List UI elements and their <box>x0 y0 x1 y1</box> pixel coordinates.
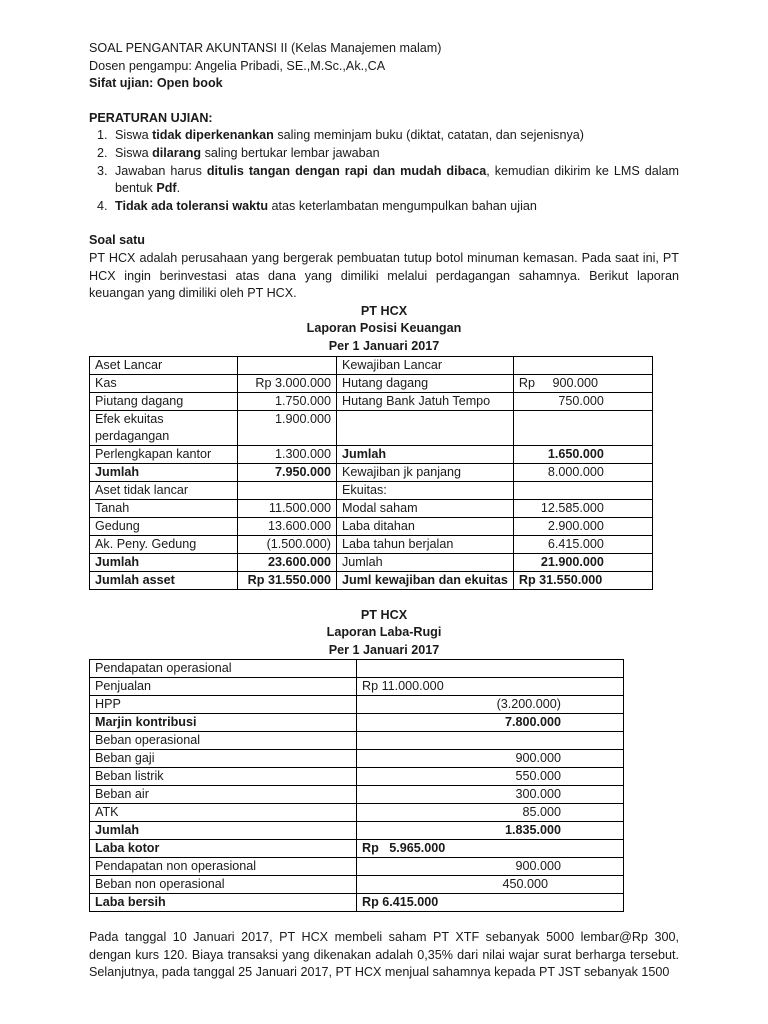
table-cell <box>513 356 652 374</box>
table-row <box>90 356 653 374</box>
table-cell: Rp 31.550.000 <box>513 571 652 589</box>
table-cell: Kas <box>90 374 238 392</box>
table-cell: Gedung <box>90 517 238 535</box>
table-cell: 1.650.000 <box>513 445 652 463</box>
table-cell: Laba ditahan <box>337 517 514 535</box>
table-row <box>90 840 624 858</box>
rule-text: Siswa <box>115 128 153 143</box>
rule-emphasis: Pdf <box>156 181 177 196</box>
question-heading: Soal satu <box>89 233 145 248</box>
table-cell <box>337 410 514 445</box>
rule-text: , kemudian dikirim ke LMS dalam bentuk <box>115 163 680 196</box>
table-cell: 900.000 <box>357 858 624 876</box>
rule-item <box>111 127 679 145</box>
table-cell: 1.750.000 <box>238 392 337 410</box>
table-cell: Kewajiban Lancar <box>337 356 514 374</box>
table-cell: 7.950.000 <box>238 463 337 481</box>
table-row <box>90 732 624 750</box>
table-cell: Ekuitas: <box>337 481 514 499</box>
table-cell: Jumlah <box>337 553 514 571</box>
rule-text: saling meminjam buku (diktat, catatan, dan sejenisnya) <box>273 128 584 143</box>
table-cell: 11.500.000 <box>238 499 337 517</box>
table-row <box>90 535 653 553</box>
table-cell: Aset Lancar <box>90 356 238 374</box>
table-cell: Marjin kontribusi <box>90 714 357 732</box>
table-cell <box>238 481 337 499</box>
balance-sheet-company: PT HCX <box>360 303 408 318</box>
table-row <box>90 517 653 535</box>
rule-emphasis: Tidak ada toleransi waktu <box>115 198 269 213</box>
table-cell: 13.600.000 <box>238 517 337 535</box>
table-row <box>90 410 653 445</box>
table-cell: 21.900.000 <box>513 553 652 571</box>
table-cell: Pendapatan non operasional <box>90 858 357 876</box>
table-cell: Ak. Peny. Gedung <box>90 535 238 553</box>
balance-sheet-date: Per 1 Januari 2017 <box>328 338 440 353</box>
table-cell: Laba bersih <box>90 894 357 912</box>
table-cell: 85.000 <box>357 804 624 822</box>
table-cell: HPP <box>90 696 357 714</box>
table-row <box>90 858 624 876</box>
table-cell <box>513 481 652 499</box>
rule-text: . <box>176 181 181 196</box>
table-cell: 900.000 <box>357 750 624 768</box>
table-cell: 1.300.000 <box>238 445 337 463</box>
rule-item <box>111 163 679 198</box>
table-cell <box>357 732 624 750</box>
table-cell: Penjualan <box>90 678 357 696</box>
table-cell: Juml kewajiban dan ekuitas <box>337 571 514 589</box>
table-cell: 23.600.000 <box>238 553 337 571</box>
rule-item <box>111 198 679 216</box>
table-cell: Tanah <box>90 499 238 517</box>
table-row <box>90 696 624 714</box>
table-cell: ATK <box>90 804 357 822</box>
exam-title: SOAL PENGANTAR AKUNTANSI II (Kelas Manajemen malam) <box>89 41 442 55</box>
table-cell <box>238 356 337 374</box>
table-cell: 1.900.000 <box>238 410 337 445</box>
table-row <box>90 660 624 678</box>
table-cell: Pendapatan operasional <box>90 660 357 678</box>
closing-paragraph: Pada tanggal 10 Januari 2017, PT HCX membeli saham PT XTF sebanyak 5000 lembar@Rp 300, dengan kurs 120. Biaya transaksi yang dikenakan adalah 0,35% dari nilai wajar surat berharga tersebut. Selanjutnya, pada tanggal 25 Januari 2017, PT HCX menjual sahamnya kepada PT JST sebanyak 1500 <box>89 930 679 980</box>
exam-document <box>89 40 679 982</box>
question-intro: PT HCX adalah perusahaan yang bergerak pembuatan tutup botol minuman kemasan. Pada saat ini, PT HCX ingin berinvestasi atas dana yang dimiliki melalui perdagangan sahamnya. Berikut laporan keuangan yang dimiliki oleh PT HCX. <box>89 250 679 301</box>
table-cell: Beban operasional <box>90 732 357 750</box>
table-row <box>90 876 624 894</box>
lecturer-line: Dosen pengampu: Angelia Pribadi, SE.,M.Sc.,Ak.,CA <box>89 58 386 73</box>
table-row <box>90 714 624 732</box>
table-row <box>90 463 653 481</box>
table-row <box>90 392 653 410</box>
table-cell: Jumlah <box>90 553 238 571</box>
table-row <box>90 750 624 768</box>
table-cell: 6.415.000 <box>513 535 652 553</box>
table-cell: Perlengkapan kantor <box>90 445 238 463</box>
table-cell: Kewajiban jk panjang <box>337 463 514 481</box>
table-row <box>90 804 624 822</box>
table-cell <box>513 410 652 445</box>
income-statement-title: Laporan Laba-Rugi <box>326 625 442 640</box>
rule-text: Siswa <box>115 145 153 160</box>
table-cell: 12.585.000 <box>513 499 652 517</box>
income-statement-date: Per 1 Januari 2017 <box>328 642 440 657</box>
table-row <box>90 768 624 786</box>
table-cell: Laba kotor <box>90 840 357 858</box>
table-row <box>90 499 653 517</box>
rule-emphasis: dilarang <box>152 145 202 160</box>
table-cell: Aset tidak lancar <box>90 481 238 499</box>
table-row <box>90 678 624 696</box>
table-row <box>90 374 653 392</box>
table-cell: Modal saham <box>337 499 514 517</box>
table-cell: 450.000 <box>357 876 624 894</box>
rule-text: Jawaban harus <box>115 163 207 178</box>
table-cell: 7.800.000 <box>357 714 624 732</box>
balance-sheet-title: Laporan Posisi Keuangan <box>306 321 462 336</box>
table-cell: 550.000 <box>357 768 624 786</box>
table-cell: Rp 11.000.000 <box>357 678 624 696</box>
table-cell: Rp 31.550.000 <box>238 571 337 589</box>
table-cell: Piutang dagang <box>90 392 238 410</box>
table-cell: 1.835.000 <box>357 822 624 840</box>
table-cell: Jumlah <box>90 822 357 840</box>
table-cell: Hutang Bank Jatuh Tempo <box>337 392 514 410</box>
table-cell: Hutang dagang <box>337 374 514 392</box>
table-cell: 300.000 <box>357 786 624 804</box>
table-cell: Beban non operasional <box>90 876 357 894</box>
table-cell: Efek ekuitas perdagangan <box>90 410 238 445</box>
rule-item <box>111 145 679 163</box>
table-row <box>90 553 653 571</box>
table-cell: Jumlah <box>90 463 238 481</box>
table-cell: Rp 3.000.000 <box>238 374 337 392</box>
table-row <box>90 445 653 463</box>
table-cell: (1.500.000) <box>238 535 337 553</box>
rule-text: atas keterlambatan mengumpulkan bahan ujian <box>268 198 537 213</box>
table-cell: Jumlah asset <box>90 571 238 589</box>
table-cell: Laba tahun berjalan <box>337 535 514 553</box>
rule-text: saling bertukar lembar jawaban <box>201 145 380 160</box>
rule-emphasis: ditulis tangan dengan rapi dan mudah dibaca <box>206 163 487 178</box>
table-cell: Rp 900.000 <box>513 374 652 392</box>
rule-emphasis: tidak diperkenankan <box>152 128 274 143</box>
rules-heading: PERATURAN UJIAN: <box>89 110 213 125</box>
balance-sheet-table <box>89 356 653 590</box>
table-cell: Rp 6.415.000 <box>357 894 624 912</box>
table-row <box>90 894 624 912</box>
income-statement-table <box>89 659 624 912</box>
table-cell: Beban gaji <box>90 750 357 768</box>
table-cell: 2.900.000 <box>513 517 652 535</box>
income-statement-company: PT HCX <box>360 607 408 622</box>
table-cell <box>357 660 624 678</box>
exam-nature: Sifat ujian: Open book <box>89 76 223 91</box>
table-row <box>90 571 653 589</box>
rules-list <box>89 127 679 215</box>
table-cell: (3.200.000) <box>357 696 624 714</box>
table-cell: Beban listrik <box>90 768 357 786</box>
table-row <box>90 481 653 499</box>
table-cell: Rp 5.965.000 <box>357 840 624 858</box>
table-cell: Beban air <box>90 786 357 804</box>
table-row <box>90 822 624 840</box>
table-cell: Jumlah <box>337 445 514 463</box>
table-row <box>90 786 624 804</box>
table-cell: 750.000 <box>513 392 652 410</box>
table-cell: 8.000.000 <box>513 463 652 481</box>
